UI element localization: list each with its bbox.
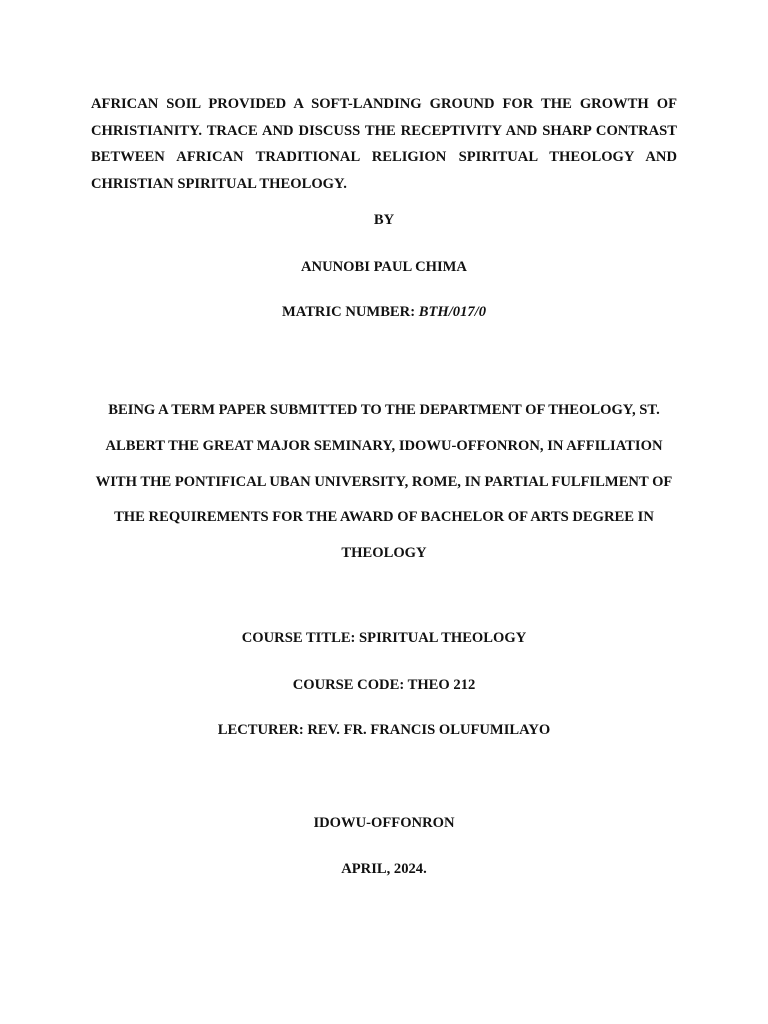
paper-title: AFRICAN SOIL PROVIDED A SOFT-LANDING GROUND FOR THE GROWTH OF CHRISTIANITY. TRACE AND DISCUSS THE RECEPTIVITY AND SHARP CONTRAST BETWEEN AFRICAN TRADITIONAL RELIGION SPIRITUAL THEOLOGY AND CHRISTIAN SPIRITUAL THEOLOGY. (91, 96, 677, 193)
course-title: COURSE TITLE: SPIRITUAL THEOLOGY (241, 630, 527, 646)
author-name: ANUNOBI PAUL CHIMA (301, 259, 467, 275)
matric-number (0, 302, 768, 322)
by-label: BY (373, 212, 395, 228)
matric-label: MATRIC NUMBER: (281, 304, 419, 320)
location: IDOWU-OFFONRON (313, 815, 455, 831)
matric-value: BTH/017/0 (418, 304, 487, 320)
submission-statement: BEING A TERM PAPER SUBMITTED TO THE DEPARTMENT OF THEOLOGY, ST. ALBERT THE GREAT MAJOR SEMINARY, IDOWU-OFFONRON, IN AFFILIATION WITH THE PONTIFICAL UBAN UNIVERSITY, ROME, IN PARTIAL FULFILMENT OF THE REQUIREMENTS FOR THE AWARD OF BACHELOR OF ARTS DEGREE IN THEOLOGY (95, 402, 673, 562)
date: APRIL, 2024. (341, 861, 427, 877)
lecturer: LECTURER: REV. FR. FRANCIS OLUFUMILAYO (217, 722, 551, 738)
course-code: COURSE CODE: THEO 212 (292, 677, 476, 693)
